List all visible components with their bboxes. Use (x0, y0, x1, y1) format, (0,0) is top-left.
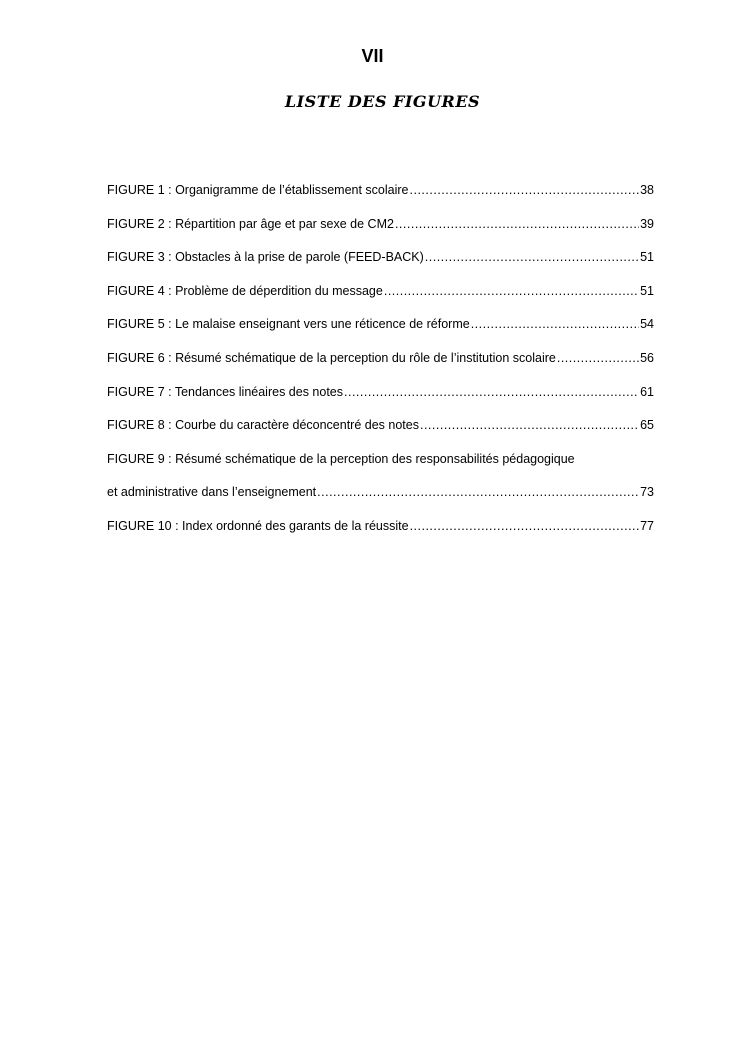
figure-entry-2 (107, 214, 654, 248)
figure-label: FIGURE 7 : Tendances linéaires des notes (107, 384, 344, 399)
list-of-figures (107, 180, 654, 550)
figure-label: FIGURE 4 : Problème de déperdition du message (107, 283, 383, 298)
figure-label-continued: et administrative dans l’enseignement (107, 485, 317, 500)
dot-leader (344, 382, 639, 402)
figure-entry-4 (107, 281, 654, 315)
figure-page: 65 (640, 418, 654, 433)
dot-leader (410, 516, 640, 536)
figure-page: 51 (640, 250, 654, 265)
page-number: VII (361, 46, 384, 66)
page-title: LISTE DES FIGURES (284, 92, 481, 111)
figure-entry-10 (107, 516, 654, 550)
figure-entry-1 (107, 180, 654, 214)
dot-leader (317, 482, 639, 502)
dot-leader (384, 281, 639, 301)
figure-page: 56 (640, 350, 654, 365)
figure-page: 38 (640, 183, 654, 197)
figure-label: FIGURE 9 : Résumé schématique de la perception des responsabilités pédagogique (107, 451, 575, 466)
figure-label: FIGURE 5 : Le malaise enseignant vers une réticence de réforme (107, 317, 470, 332)
figure-label: FIGURE 3 : Obstacles à la prise de parole (FEED-BACK) (107, 250, 424, 265)
figure-entry-6 (107, 348, 654, 382)
figure-label: FIGURE 8 : Courbe du caractère déconcentré des notes (107, 418, 419, 433)
figure-page: 73 (640, 485, 654, 500)
figure-label: FIGURE 1 : Organigramme de l’établissement scolaire (107, 183, 409, 197)
dot-leader (395, 214, 639, 234)
figure-entry-9-line-1 (107, 449, 654, 483)
figure-page: 51 (640, 283, 654, 298)
figure-page: 54 (640, 317, 654, 332)
dot-leader (425, 247, 639, 267)
figure-entry-5 (107, 314, 654, 348)
dot-leader (471, 314, 639, 334)
figure-entry-8 (107, 415, 654, 449)
figure-entry-9-line-2 (107, 482, 654, 516)
figure-page: 61 (640, 384, 654, 399)
figure-label: FIGURE 6 : Résumé schématique de la perception du rôle de l’institution scolaire (107, 350, 556, 365)
figure-label: FIGURE 2 : Répartition par âge et par sexe de CM2 (107, 216, 394, 231)
figure-label: FIGURE 10 : Index ordonné des garants de la réussite (107, 518, 409, 533)
figure-entry-3 (107, 247, 654, 281)
figure-page: 39 (640, 216, 654, 231)
dot-leader (420, 415, 639, 435)
figure-entry-7 (107, 382, 654, 416)
dot-leader (410, 180, 640, 200)
dot-leader (557, 348, 639, 368)
figure-page: 77 (640, 518, 654, 533)
